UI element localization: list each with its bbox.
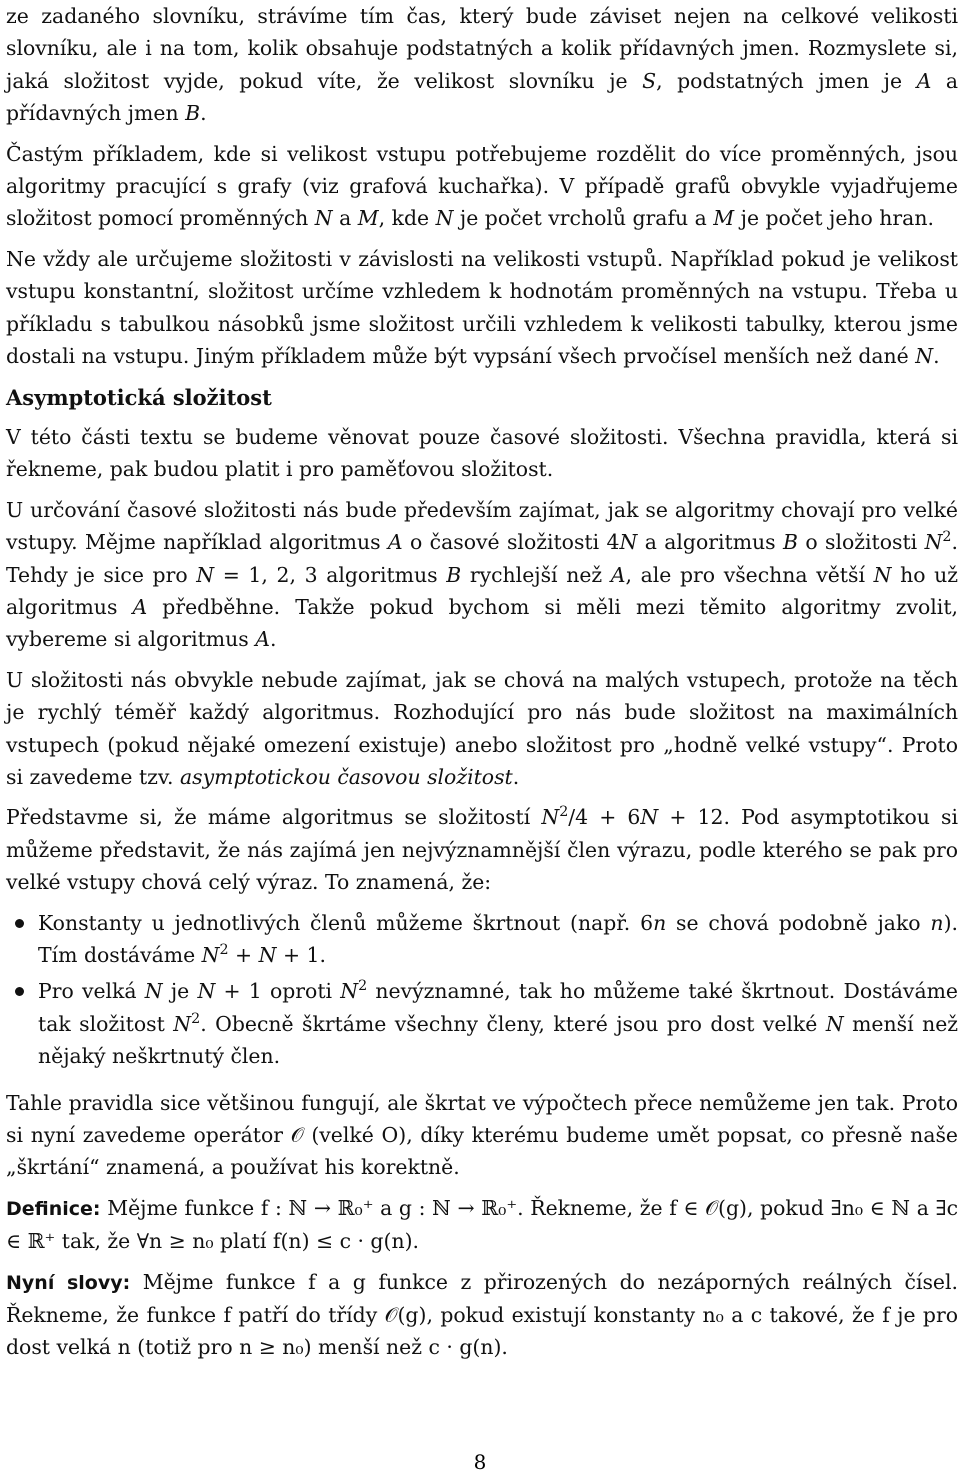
words-text: Mějme funkce f a g funkce z přirozených do nezáporných reálných čísel. Řekneme, že funkce f patří do třídy 𝒪(g), pokud existují konstanty n₀ a c takové, že f je pro dost velká n (totiž pro n ≥ n₀) menší než c · g(n). [6, 1269, 959, 1360]
paragraph-dictionary: ze zadaného slovníku, strávíme tím čas, který bude záviset nejen na celkové velikosti slovníku, ale i na tom, kolik obsahuje podstatných a kolik přídavných jmen. Rozmyslete si, jaká složitost vyjde, pokud víte, že velikost slovníku je S, podstatných jmen je A a přídavných jmen B. [6, 4, 959, 126]
paragraph-large-inputs: U určování časové složitosti nás bude především zajímat, jak se algoritmy chovají pro velké vstupy. Mějme například algoritmus A o časové složitosti 4N a algoritmus B o složitosti $N^2$. Tehdy je sice pro N = 1, 2, 3 algoritmus B rychlejší než A, ale pro všechna větší N ho už algoritmus A předběhne. Takže pokud bychom si měli mezi těmito algoritmy zvolit, vybereme si algoritmus A. [6, 497, 958, 652]
definition-in-words [6, 1266, 958, 1364]
paragraph-asymptotic-intro: U složitosti nás obvykle nebude zajímat, jak se chová na malých vstupech, protože na těch je rychlý téměř každý algoritmus. Rozhodující pro nás bude složitost na maximálních vstupech (pokud nějaké omezení existuje) anebo složitost pro „hodně velké vstupy“. Proto si zavedeme tzv. asymptotickou časovou složitost. [6, 667, 958, 789]
rules-list [6, 907, 958, 1073]
words-label: Nyní slovy: [6, 1271, 131, 1294]
definition-text: Mějme funkce f : ℕ → ℝ₀⁺ a g : ℕ → ℝ₀⁺. Řekneme, že f ∈ 𝒪(g), pokud ∃n₀ ∈ ℕ a ∃c ∈ ℝ⁺ tak, že ∀n ≥ n₀ platí f(n) ≤ c · g(n). [6, 1195, 958, 1254]
document-page [6, 0, 958, 1364]
page-number: 8 [473, 1450, 487, 1474]
paragraph-time-complexity: V této části textu se budeme věnovat pouze časové složitosti. Všechna pravidla, která si řekneme, pak budou platit i pro paměťovou složitost. [6, 424, 958, 482]
section-heading: Asymptotická složitost [6, 385, 272, 411]
list-item: Konstanty u jednotlivých členů můžeme škrtnout (např. 6n se chová podobně jako n). Tím dostáváme $N^2 + N + 1$. [6, 907, 958, 972]
paragraph-graphs: Častým příkladem, kde si velikost vstupu potřebujeme rozdělit do více proměnných, jsou algoritmy pracující s grafy (viz grafová kuchařka). V případě grafů obvykle vyjadřujeme složitost pomocí proměnných N a M, kde N je počet vrcholů grafu a M je počet jeho hran. [6, 141, 958, 231]
paragraph-input-values: Ne vždy ale určujeme složitosti v závislosti na velikosti vstupů. Například pokud je velikost vstupu konstantní, složitost určíme vzhledem k hodnotám proměnných na vstupu. Třeba u příkladu s tabulkou násobků jsme složitost určili vzhledem k velikosti tabulky, kterou jsme dostali na vstupu. Jiným příkladem může být vypsání všech prvočísel menších než dané N. [6, 246, 958, 369]
paragraph-example-expression: Představme si, že máme algoritmus se složitostí $N^2/4 + 6N + 12$. Pod asymptotikou si můžeme představit, že nás zajímá jen nejvýznamnější člen výrazu, podle kterého se pak pro velké vstupy chová celý výraz. To znamená, že: [6, 804, 958, 895]
definition-label: Definice: [6, 1197, 101, 1220]
list-item: Pro velká N je N + 1 oproti $N^2$ nevýznamné, tak ho můžeme také škrtnout. Dostáváme tak složitost $N^2$. Obecně škrtáme všechny členy, které jsou pro dost velké N menší než nějaký neškrtnutý člen. [6, 975, 958, 1072]
definition [6, 1192, 958, 1258]
paragraph-big-o-intro: Tahle pravidla sice většinou fungují, ale škrtat ve výpočtech přece nemůžeme jen tak. Proto si nyní zavedeme operátor 𝒪 (velké O), díky kterému budeme umět popsat, co přesně naše „škrtání“ znamená, a používat his korektně. [6, 1090, 959, 1180]
